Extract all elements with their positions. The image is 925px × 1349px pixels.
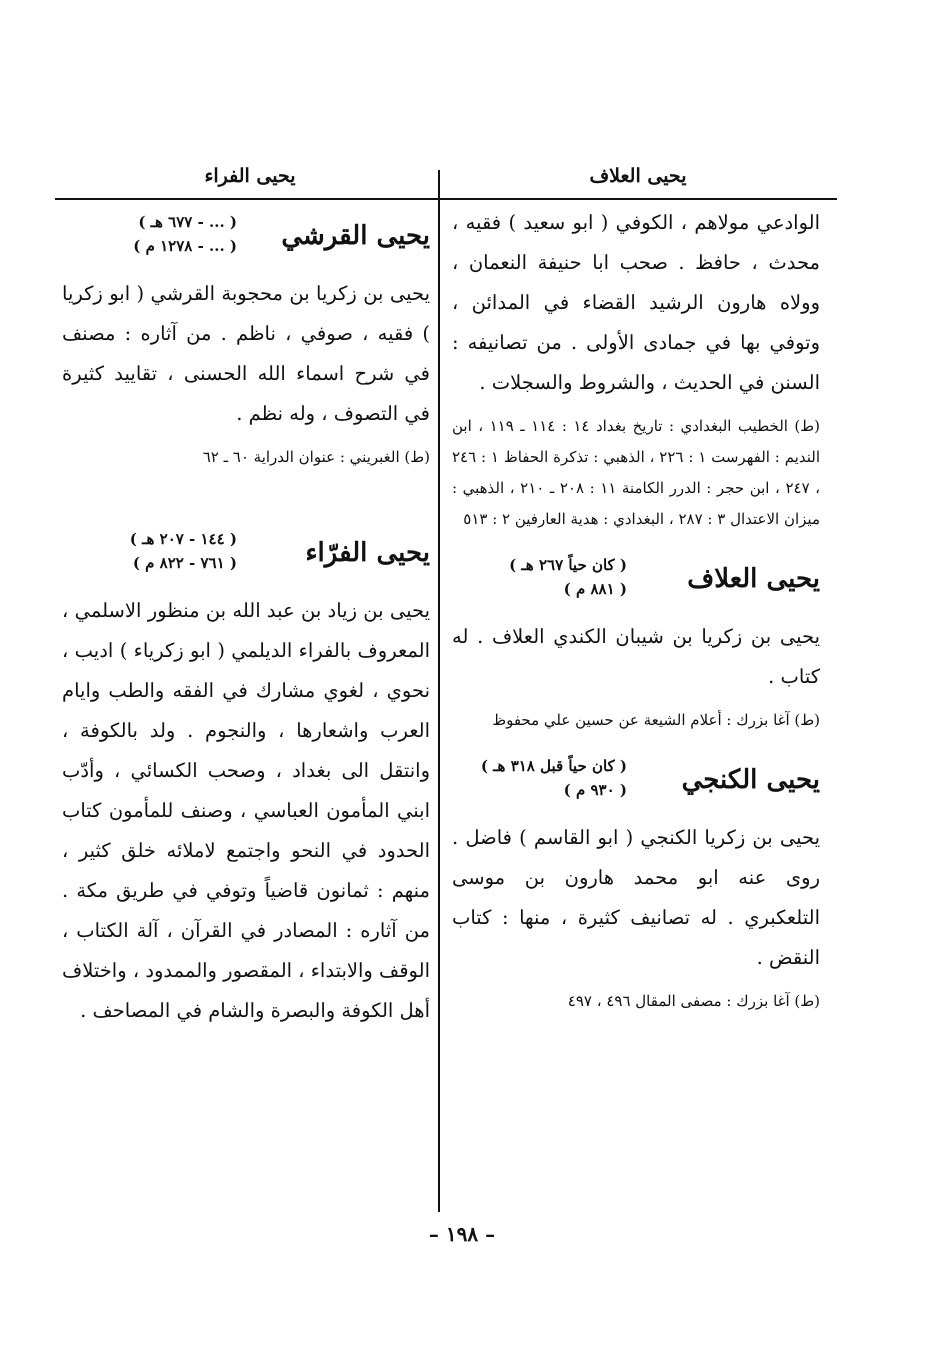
entry-sources: (ط) الغبريني : عنوان الدراية ٦٠ ـ ٦٢	[202, 448, 430, 466]
hijri-dates: ( ... - ٦٧٧ هـ )	[138, 213, 237, 231]
entry-name: يحيى الكنجي	[681, 765, 820, 795]
hijri-dates: ( ١٤٤ - ٢٠٧ هـ )	[129, 530, 237, 548]
left-column	[62, 208, 430, 1031]
entry-name: يحيى العلاف	[687, 564, 820, 594]
gregorian-dates: ( ٨٨١ م )	[563, 580, 627, 598]
page-number: – ١٩٨ –	[428, 1222, 496, 1246]
entry-header	[452, 752, 820, 818]
entry-header	[62, 208, 430, 274]
hijri-dates: ( كان حياً ٢٦٧ هـ )	[509, 556, 627, 574]
entry-header	[62, 525, 430, 591]
gregorian-dates: ( ٧٦١ - ٨٢٢ م )	[132, 554, 237, 572]
entry-text: يحيى بن زكريا بن شيبان الكندي العلاف . له كتاب .	[452, 625, 820, 688]
running-head-left: يحيى الفراء	[204, 165, 296, 187]
hijri-dates: ( كان حياً قبل ٣١٨ هـ )	[480, 757, 627, 775]
entry-sources: (ط) آغا بزرك : أعلام الشيعة عن حسين علي محفوظ	[492, 711, 820, 729]
entry-header	[452, 551, 820, 617]
entry-name: يحيى القرشي	[281, 221, 430, 251]
entry-text: يحيى بن زكريا بن محجوبة القرشي ( ابو زكريا ) فقيه ، صوفي ، ناظم . من آثاره : مصنف في شرح اسماء الله الحسنى ، تقاييد كثيرة في التصوف ، وله نظم .	[62, 282, 430, 425]
entry-yahya-al-farra	[62, 525, 430, 1031]
gregorian-dates: ( ٩٣٠ م )	[563, 781, 627, 799]
right-column	[452, 203, 820, 1017]
running-head-right: يحيى العلاف	[589, 165, 687, 187]
entry-dates	[62, 210, 237, 258]
column-divider	[438, 170, 440, 1212]
entry-text: يحيى بن زكريا الكنجي ( ابو القاسم ) فاضل . روى عنه ابو محمد هارون بن موسى التلعكبري . له تصانيف كثيرة ، منها : كتاب النقض .	[452, 826, 820, 969]
entry-yahya-al-qurashi	[62, 208, 430, 473]
entry-yahya-al-allaf	[452, 551, 820, 736]
continued-entry-sources: (ط) الخطيب البغدادي : تاريخ بغداد ١٤ : ١١٤ ـ ١١٩ ، ابن النديم : الفهرست ١ : ٢٢٦ ، الذهبي : تذكرة الحفاظ ١ : ٢٤٦ ، ٢٤٧ ، ابن حجر : الدرر الكامنة ١١ : ٢٠٨ ـ ٢١٠ ، الذهبي : ميزان الاعتدال ٣ : ٢٨٧ ، البغدادي : هدية العارفين ٢ : ٥١٣	[452, 417, 821, 528]
gregorian-dates: ( ... - ١٢٧٨ م )	[133, 237, 237, 255]
entry-name: يحيى الفرّاء	[305, 538, 430, 568]
entry-dates	[62, 527, 237, 575]
continued-entry-text: الوادعي مولاهم ، الكوفي ( ابو سعيد ) فقيه ، محدث ، حافظ . صحب ابا حنيفة النعمان ، وولاه هارون الرشيد القضاء في المدائن ، وتوفي بها في جمادى الأولى . من تصانيفه : السنن في الحديث ، والشروط والسجلات .	[452, 211, 820, 394]
entry-yahya-al-kanji	[452, 752, 820, 1017]
header-rule	[55, 198, 837, 200]
entry-dates	[452, 754, 627, 802]
entry-sources: (ط) آغا بزرك : مصفى المقال ٤٩٦ ، ٤٩٧	[567, 992, 820, 1010]
entry-dates	[452, 553, 627, 601]
entry-text: يحيى بن زياد بن عبد الله بن منظور الاسلمي ، المعروف بالفراء الديلمي ( ابو زكرياء ) اديب ، نحوي ، لغوي مشارك في الفقه والطب وايام العرب واشعارها ، والنجوم . ولد بالكوفة ، وانتقل الى بغداد ، وصحب الكسائي ، وأدّب ابني المأمون العباسي ، وصنف للمأمون كتاب الحدود في النحو واجتمع لاملائه خلق كثير ، منهم : ثمانون قاضياً وتوفي في طريق مكة . من آثاره : المصادر في القرآن ، آلة الكتاب ، الوقف والابتداء ، المقصور والممدود ، واختلاف أهل الكوفة والبصرة والشام في المصاحف .	[62, 599, 430, 1022]
